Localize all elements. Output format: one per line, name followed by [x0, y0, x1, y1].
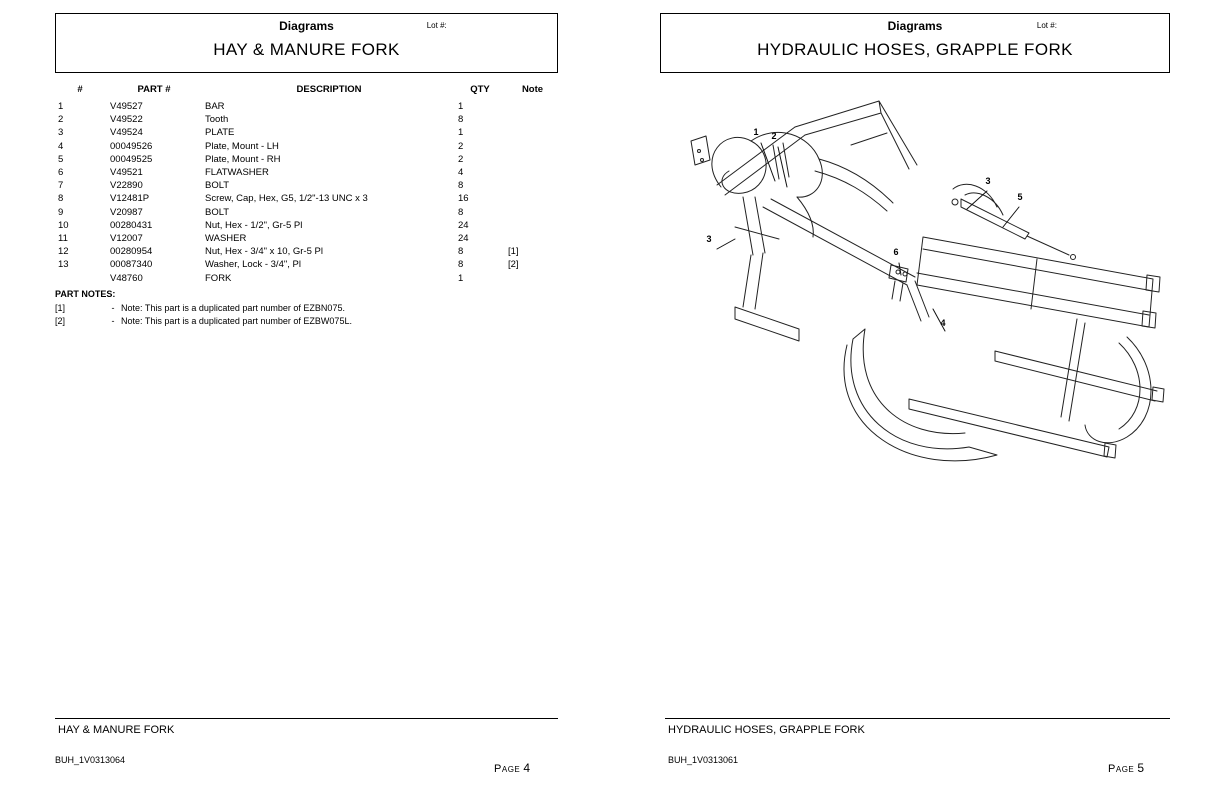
cell-note [505, 232, 560, 245]
callout-6: 6 [893, 247, 899, 257]
note-ref: [2] [55, 316, 66, 326]
upper-mast-lines [795, 101, 917, 169]
right-grapple-curve [1085, 337, 1151, 443]
cell-note [505, 140, 560, 153]
parts-table-body [55, 100, 560, 285]
col-num: # [77, 84, 83, 95]
cell-qty: 1 [458, 101, 464, 112]
bracket-hole [701, 159, 704, 162]
right-doc-code: BUH_1V0313061 [668, 755, 739, 765]
cell-note [505, 192, 560, 205]
cell-desc: FLATWASHER [205, 167, 269, 179]
cylinder-clevis [952, 199, 958, 205]
cell-part: V49527 [110, 101, 143, 112]
rod-end [1071, 255, 1076, 260]
cell-note [505, 166, 560, 179]
cell-note: [1] [508, 246, 519, 258]
left-doc-code: BUH_1V0313064 [55, 755, 126, 765]
table-row [55, 179, 560, 192]
cell-qty: 24 [458, 219, 469, 231]
right-footer-title: HYDRAULIC HOSES, GRAPPLE FORK [668, 724, 865, 736]
cell-qty: 2 [458, 153, 464, 165]
lot-label: Lot #: [426, 21, 447, 30]
cell-part: V20987 [110, 206, 143, 218]
col-qty: QTY [470, 84, 490, 95]
cell-part: V48760 [110, 272, 143, 284]
cell-desc: Nut, Hex - 3/4" x 10, Gr-5 Pl [205, 246, 323, 258]
table-row [55, 232, 560, 245]
table-row [55, 272, 560, 285]
col-note: Note [521, 84, 544, 95]
cell-part: V49522 [110, 114, 143, 126]
diagrams-heading: Diagrams [887, 19, 943, 33]
cell-part: V12007 [110, 233, 143, 245]
cell-part: V49521 [110, 167, 143, 179]
rear-frame-rails [917, 237, 1153, 327]
left-page-number [420, 761, 530, 775]
cell-note [505, 206, 560, 219]
cell-qty: 8 [458, 180, 464, 192]
cell-desc: Plate, Mount - LH [205, 140, 279, 152]
cell-note [505, 179, 560, 192]
cell-num: 7 [58, 180, 64, 192]
cell-note [505, 126, 560, 139]
table-row [55, 140, 560, 153]
cell-desc: FORK [205, 272, 232, 284]
cell-num [55, 272, 105, 285]
cell-num: 12 [58, 246, 69, 258]
callout-4: 4 [940, 318, 946, 328]
cell-qty: 24 [458, 233, 469, 245]
cell-part: 00087340 [110, 259, 153, 271]
cell-num: 8 [58, 193, 64, 205]
cell-part: 00049526 [110, 140, 153, 152]
cell-note [505, 100, 560, 113]
right-page-number [1034, 761, 1144, 775]
left-header-box [55, 13, 558, 73]
cell-desc: Washer, Lock - 3/4", Pl [205, 259, 301, 271]
cell-qty: 8 [458, 114, 464, 126]
col-part: PART # [137, 84, 171, 95]
table-row [55, 126, 560, 139]
cell-num: 2 [58, 114, 64, 126]
cell-num: 13 [58, 259, 69, 271]
cell-num: 11 [58, 233, 68, 245]
cell-note [505, 219, 560, 232]
note-sep: - [111, 303, 115, 313]
cell-part: V22890 [110, 180, 143, 192]
cell-note [505, 113, 560, 126]
diagrams-heading: Diagrams [279, 19, 334, 33]
cell-desc: PLATE [205, 127, 235, 139]
main-boom [763, 199, 915, 285]
cell-desc: BAR [205, 101, 225, 112]
cell-num: 5 [58, 153, 64, 165]
right-page [612, 0, 1224, 792]
cell-part: 00049525 [110, 153, 153, 165]
part-note [55, 302, 560, 315]
left-footer-rule [55, 718, 558, 719]
cell-desc: Nut, Hex - 1/2", Gr-5 Pl [205, 219, 303, 231]
right-header-top [661, 14, 1169, 34]
cell-desc: Tooth [205, 114, 229, 126]
left-page-num: 4 [523, 761, 530, 775]
note-ref: [1] [55, 303, 66, 313]
grapple-fork-diagram [655, 85, 1170, 485]
table-row [55, 113, 560, 126]
page-title: HAY & MANURE FORK [213, 40, 400, 59]
hose-run-center [815, 159, 893, 211]
cell-desc: Screw, Cap, Hex, G5, 1/2"-13 UNC x 3 [205, 193, 368, 205]
callout-5: 5 [1017, 192, 1023, 202]
note-text: Note: This part is a duplicated part number of EZBW075L. [121, 316, 352, 326]
cell-part: V12481P [110, 193, 150, 205]
page-title: HYDRAULIC HOSES, GRAPPLE FORK [757, 40, 1073, 59]
left-footer-title: HAY & MANURE FORK [58, 724, 175, 736]
right-page-num: 5 [1137, 761, 1144, 775]
right-page-label: Page [1108, 763, 1135, 775]
table-row [55, 219, 560, 232]
callout-2: 2 [771, 131, 777, 141]
table-row [55, 166, 560, 179]
lower-left-frame [735, 253, 799, 341]
cell-desc: BOLT [205, 180, 230, 192]
table-row [55, 153, 560, 166]
lot-label: Lot #: [1036, 21, 1057, 30]
left-boom-lines [717, 127, 805, 255]
valve-port [896, 270, 900, 274]
part-notes [55, 289, 560, 328]
cell-desc: BOLT [205, 206, 230, 218]
left-page-label: Page [494, 763, 521, 775]
cell-num: 6 [58, 167, 64, 179]
note-sep: - [111, 316, 115, 326]
col-desc: DESCRIPTION [296, 84, 362, 95]
cell-qty: 8 [458, 246, 464, 258]
part-notes-list [55, 302, 560, 328]
right-footer-rule [665, 718, 1170, 719]
cell-num: 9 [58, 206, 64, 218]
table-row [55, 245, 560, 258]
cell-qty: 16 [458, 193, 469, 205]
cell-note [505, 153, 560, 166]
left-header-top [56, 14, 557, 34]
cell-qty: 4 [458, 167, 464, 179]
cell-qty: 8 [458, 259, 464, 271]
cell-qty: 2 [458, 140, 464, 152]
cell-part: V49524 [110, 127, 143, 139]
part-note [55, 315, 560, 328]
cell-qty: 1 [458, 272, 464, 284]
bracket-hole [698, 150, 701, 153]
cell-num: 10 [58, 219, 69, 231]
cell-qty: 1 [458, 127, 464, 139]
right-header-box [660, 13, 1170, 73]
parts-table [55, 84, 560, 285]
grapple-fork-drawing [655, 85, 1170, 485]
cell-part: 00280954 [110, 246, 153, 258]
cell-num: 3 [58, 127, 64, 139]
callout-3: 3 [706, 234, 712, 244]
cell-qty: 8 [458, 206, 464, 218]
table-row [55, 258, 560, 271]
cell-desc: Plate, Mount - RH [205, 153, 281, 165]
table-row [55, 206, 560, 219]
cell-num: 1 [58, 101, 64, 112]
callout-3: 3 [985, 176, 991, 186]
cell-desc: WASHER [205, 233, 247, 245]
cell-note: [2] [508, 259, 519, 271]
table-header-row [55, 84, 560, 100]
cell-note [505, 272, 560, 285]
cell-num: 4 [58, 140, 64, 152]
table-row [55, 192, 560, 205]
callout-1: 1 [753, 127, 759, 137]
fork-shell-curve [844, 329, 997, 461]
cell-part: 00280431 [110, 219, 153, 231]
table-row [55, 100, 560, 113]
valve-port [903, 272, 907, 276]
note-text: Note: This part is a duplicated part number of EZBN075. [121, 303, 345, 313]
part-notes-title: PART NOTES: [55, 289, 116, 299]
